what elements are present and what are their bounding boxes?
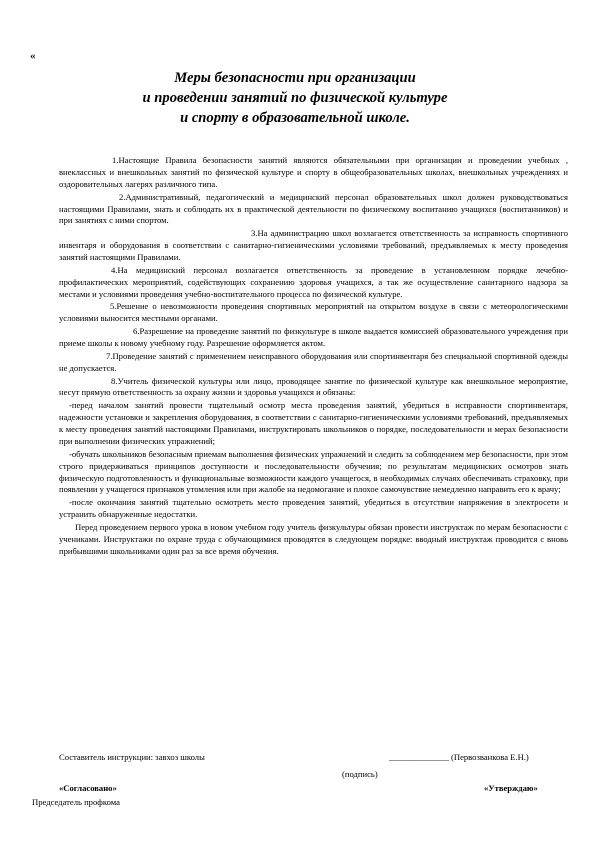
paragraph-10: -обучать школьников безопасным приемам выполнения физических упражнений и следить за соблюдением мер безопасности, при этом строго придерживаться принципов доступности и последовательности обучения; по результатам медицинских осмотров знать физическую подготовленность и функциональные возможности каждого учащегося, в необходимых случаях обеспечивать страховку, при появлении у учащегося признаков утомления или при жалобе на недомогание и плохое самочувствие немедленно направить его к врачу;	[59, 448, 568, 495]
document-body	[59, 155, 568, 558]
paragraph-4: 4.На медицинский персонал возлагается ответственность за проведение в установленном порядке лечебно-профилактических мероприятий, содействующих сохранению здоровья учащихся, а так же осуществление санитарного надзора за местами и условиями проведения учебно-воспитательного процесса по физической культуре.	[59, 264, 568, 299]
signature-line: ______________	[389, 752, 450, 762]
corner-mark: «	[30, 50, 36, 62]
paragraph-5: 5.Решение о невозможности проведения спортивных мероприятий на открытом воздухе в связи с метеорологическими условиями выносится местными органами.	[59, 301, 568, 324]
paragraph-11: -после окончания занятий тщательно осмотреть место проведения занятий, убедиться в отсутствии напряжения в электросети и устранить обнаруженные недостатки.	[59, 497, 568, 520]
paragraph-3: 3.На администрацию школ возлагается ответственность за исправность спортивного инвентаря и оборудования в соответствии с санитарно-гигиеническими условиями требований, предъявляемых к месту проведения занятий настоящими Правилами.	[59, 228, 568, 263]
signature-caption: (подпись)	[342, 769, 378, 779]
approved-label: «Утверждаю»	[484, 783, 538, 793]
title-line-1: Меры безопасности при организации	[174, 70, 416, 86]
title-line-2: и проведении занятий по физической культуре	[142, 90, 448, 106]
paragraph-2: 2.Административный, педагогический и медицинский персонал образовательных школ должен руководствоваться настоящими Правилами, знать и соблюдать их в практической деятельности по физическому воспитанию учащихся (воспитанников) и при занятиях с ними спортом.	[59, 191, 568, 226]
document-title	[60, 68, 530, 128]
composer-name: (Первозванкова Е.Н.)	[451, 752, 529, 762]
composer-label: Составитель инструкции: завхоз школы	[59, 752, 205, 762]
chairman-label: Председатель профкома	[32, 797, 120, 807]
paragraph-9: -перед началом занятий провести тщательный осмотр места проведения занятий, убедиться в исправности спортинвентаря, надежности установки и закрепления оборудования, в соответствии с санитарно-гигиеническими условиями требований, предъявляемых к месту проведения занятий настоящими Правилами, инструктировать школьников о порядке, последовательности и мерах безопасности при выполнении физических упражнений;	[59, 400, 568, 446]
paragraph-1: 1.Настоящие Правила безопасности занятий являются обязательными при организации и проведении учебных , внеклассных и внешкольных занятий по физической культуре и спорту в общеобразовательных школах, внешкольных учреждениях и оздоровительных лагерях различного типа.	[59, 155, 568, 189]
paragraph-6: 6.Разрешение на проведение занятий по физкультуре в школе выдается комиссией образовательного учреждения при приеме школы к новому учебному году. Разрешение оформляется актом.	[59, 326, 568, 349]
title-line-3: и спорту в образовательной школе.	[180, 110, 410, 126]
paragraph-8: 8.Учитель физической культуры или лицо, проводящее занятие по физической культуре как внешкольное мероприятие, несут прямую ответственность за охрану жизни и здоровья учащихся и обязаны:	[59, 375, 568, 398]
paragraph-12: Перед проведением первого урока в новом учебном году учитель физкультуры обязан провести инструктаж по мерам безопасности с учениками. Инструктажи по охране труда с обучающимися проводятся в следующем порядке: вводный инструктаж проводится с вновь прибывшими школьниками один раз за все время обучения.	[59, 521, 568, 556]
paragraph-7: 7.Проведение занятий с применением неисправного оборудования или спортинвентаря без специальной спортивной одежды не допускается.	[59, 350, 568, 373]
agreed-label: «Согласовано»	[59, 783, 117, 793]
